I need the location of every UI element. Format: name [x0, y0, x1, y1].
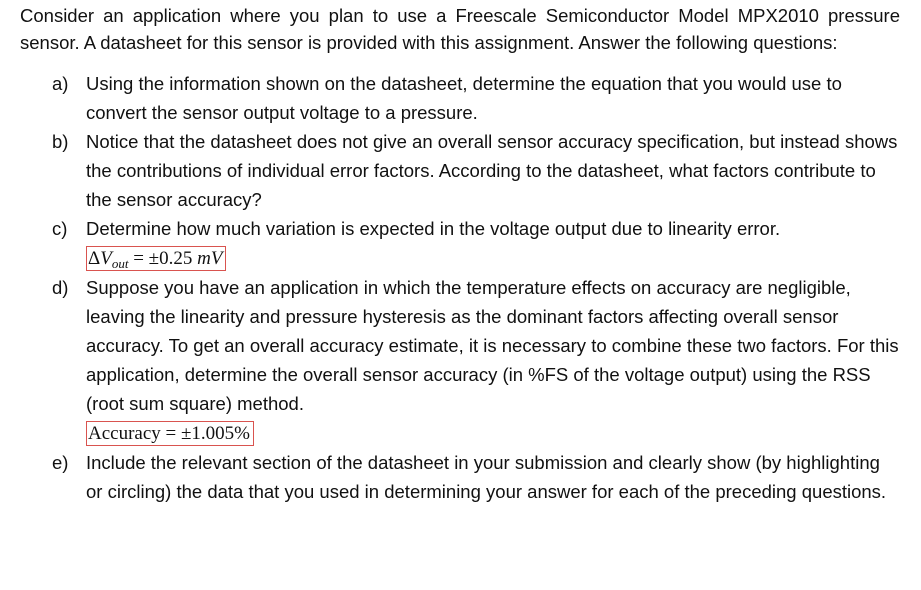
answer-subscript: out [111, 256, 129, 271]
question-b [20, 127, 900, 214]
answer-equals: = [160, 423, 181, 444]
question-c [20, 214, 900, 273]
answer-value: ±1.005% [181, 423, 251, 444]
question-marker: e) [52, 452, 69, 473]
answer-box-linearity [86, 246, 226, 271]
question-a [20, 69, 900, 127]
question-list [20, 69, 900, 506]
question-marker: c) [52, 218, 68, 239]
answer-equals: = [128, 248, 149, 269]
answer-unit: mV [197, 248, 223, 269]
question-text: Using the information shown on the datasheet, determine the equation that you would use to convert the sensor output voltage to a pressure. [86, 73, 842, 123]
question-text: Include the relevant section of the datasheet in your submission and clearly show (by highlighting or circling) the data that you used in determining your answer for each of the preceding questions. [86, 452, 887, 502]
question-text: Notice that the datasheet does not give an overall sensor accuracy specification, but instead shows the contributions of individual error factors. According to the datasheet, what factors contribute to the sensor accuracy? [86, 131, 898, 210]
question-e [20, 448, 900, 506]
intro-paragraph: Consider an application where you plan to use a Freescale Semiconductor Model MPX2010 pressure sensor. A datasheet for this sensor is provided with this assignment. Answer the following questions: [20, 5, 900, 53]
question-text: Determine how much variation is expected in the voltage output due to linearity error. [86, 218, 781, 239]
answer-delta: Δ [88, 248, 101, 269]
answer-value: ±0.25 [148, 248, 198, 269]
assignment-document [20, 2, 900, 506]
question-d [20, 273, 900, 448]
question-marker: d) [52, 277, 69, 298]
answer-label: Accuracy [88, 423, 161, 444]
question-marker: a) [52, 73, 69, 94]
answer-variable: V [100, 248, 112, 269]
question-marker: b) [52, 131, 69, 152]
question-text: Suppose you have an application in which the temperature effects on accuracy are negligible, leaving the linearity and pressure hysteresis as the dominant factors affecting overall sensor accuracy. To get an overall accuracy estimate, it is necessary to combine these two factors. For this application, determine the overall sensor accuracy (in %FS of the voltage output) using the RSS (root sum square) method. [86, 277, 899, 414]
answer-box-accuracy [86, 421, 254, 446]
